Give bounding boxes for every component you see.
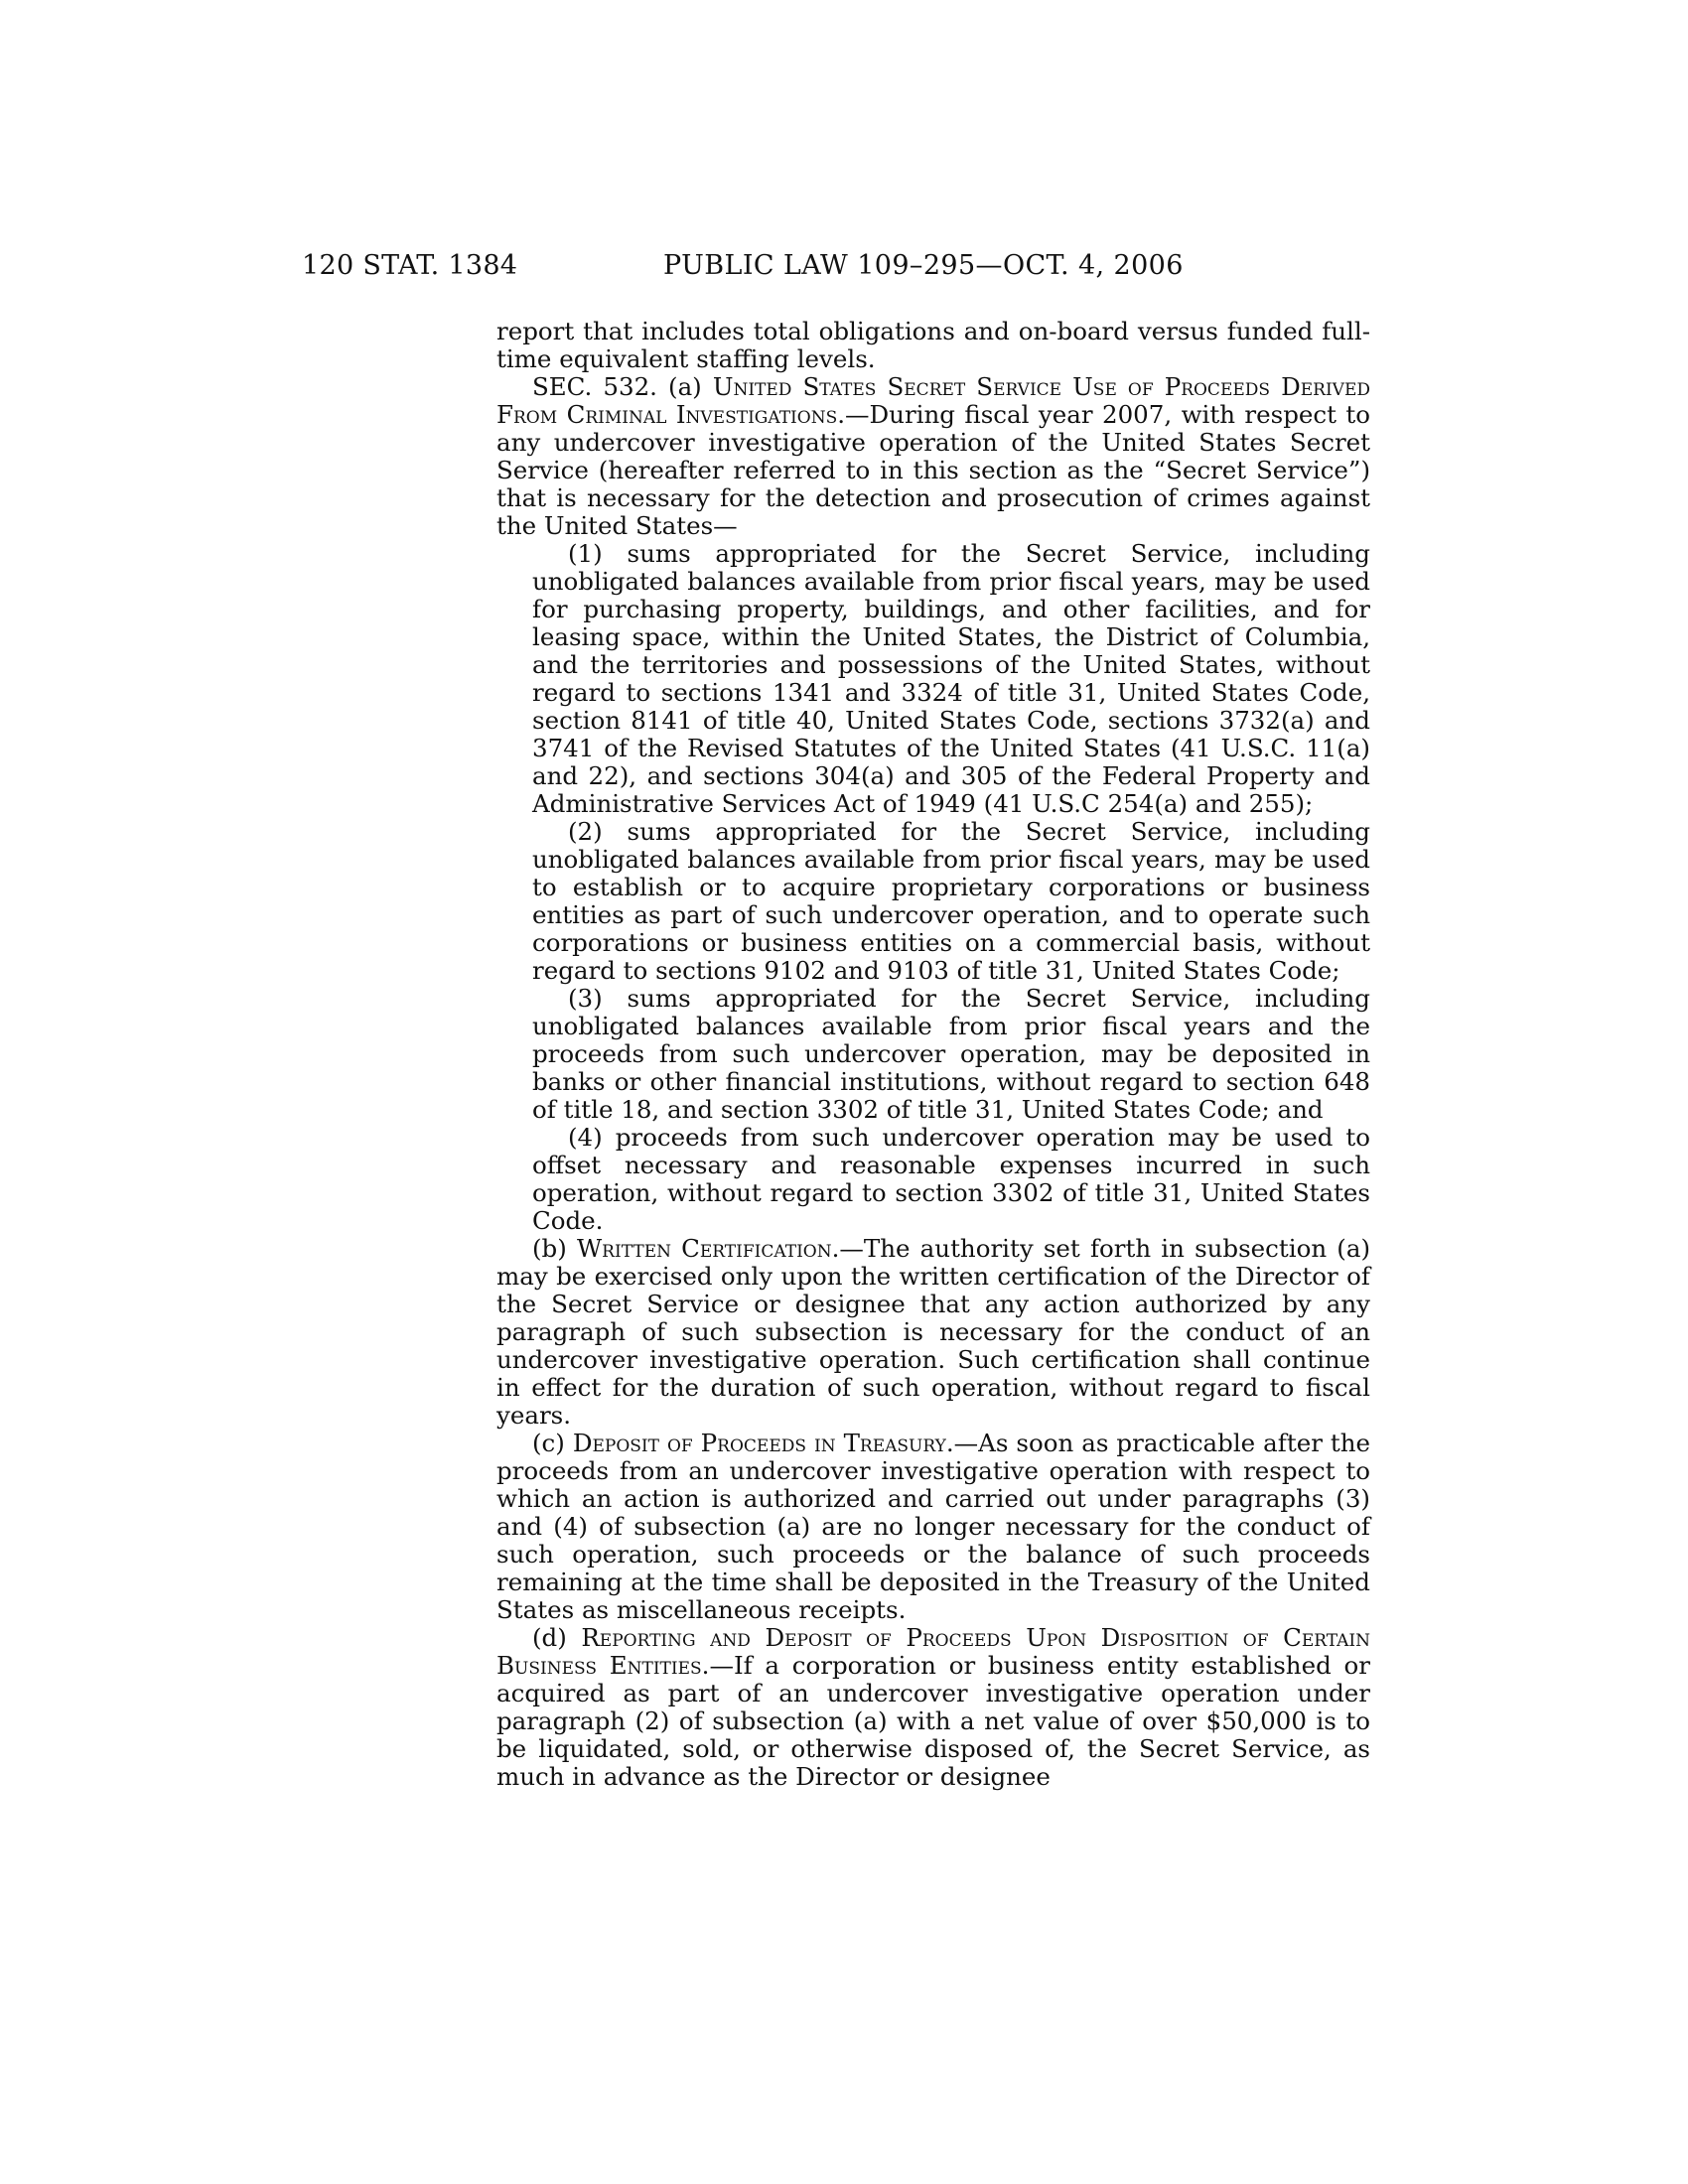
subsection-d-marker: (d) xyxy=(532,1623,567,1652)
paragraph-2: (2) sums appropriated for the Secret Service, including unobligated balances available from prior fiscal years, may be used to establish or to acquire proprietary corporations or business entities as part of such undercover operation, and to operate such corporations or business entities on a commercial basis, without regard to sections 9102 and 9103 of title 31, United States Code; xyxy=(532,817,1370,985)
subsection-c-heading: Deposit of Proceeds in Treasury. xyxy=(572,1429,954,1457)
subsection-a-text: —During fiscal year 2007, with respect to any undercover investigative operation of the United States Secret Service (hereafter referred to in this section as the “Secret Service”) that is necessary for the detection and prosecution of crimes against the United States— xyxy=(496,400,1370,540)
intro-paragraph: report that includes total obligations and on-board versus funded full-time equivalent staffing levels. xyxy=(496,317,1370,373)
subsection-b-heading: Written Certification. xyxy=(577,1234,840,1263)
subsection-d-text: —If a corporation or business entity established or acquired as part of an undercover investigative operation under paragraph (2) of subsection (a) with a net value of over $50,000 is to be liquidated, sold, or otherwise disposed of, the Secret Service, as much in advance as the Director or designee xyxy=(496,1651,1370,1791)
page-header xyxy=(0,250,1688,290)
subsection-d xyxy=(496,1624,1370,1791)
subsection-b xyxy=(496,1235,1370,1430)
subsection-a-heading: United States Secret Service Use of Proceeds Derived From Criminal Investigations. xyxy=(496,372,1370,429)
subsection-c xyxy=(496,1430,1370,1624)
paragraph-3: (3) sums appropriated for the Secret Service, including unobligated balances available from prior fiscal years and the proceeds from such undercover operation, may be deposited in banks or other financial institutions, without regard to section 648 of title 18, and section 3302 of title 31, United States Code; and xyxy=(532,984,1370,1124)
subsection-c-text: —As soon as practicable after the proceeds from an undercover investigative operation with respect to which an action is authorized and carried out under paragraphs (3) and (4) of subsection (a) are no longer necessary for the conduct of such operation, such proceeds or the balance of such proceeds remaining at the time shall be deposited in the Treasury of the United States as miscellaneous receipts. xyxy=(496,1429,1371,1624)
subsection-b-text: —The authority set forth in subsection (a) may be exercised only upon the written certification of the Director of the Secret Service or designee that any action authorized by any paragraph of such subsection is necessary for the conduct of an undercover investigative operation. Such certification shall continue in effect for the duration of such operation, without regard to fiscal years. xyxy=(496,1234,1371,1430)
subsection-c-marker: (c) xyxy=(532,1429,565,1457)
running-head-law-title: PUBLIC LAW 109–295—OCT. 4, 2006 xyxy=(663,250,1184,281)
subsection-d-heading: Reporting and Deposit of Proceeds Upon Disposition of Certain Business Entities. xyxy=(496,1623,1371,1680)
subsection-b-marker: (b) xyxy=(532,1234,567,1263)
section-label: SEC. 532. xyxy=(532,372,657,401)
paragraph-1: (1) sums appropriated for the Secret Service, including unobligated balances available from prior fiscal years, may be used for purchasing property, buildings, and other facilities, and for leasing space, within the United States, the District of Columbia, and the territories and possessions of the United States, without regard to sections 1341 and 3324 of title 31, United States Code, section 8141 of title 40, United States Code, sections 3732(a) and 3741 of the Revised Statutes of the United States (41 U.S.C. 11(a) and 22), and sections 304(a) and 305 of the Federal Property and Administrative Services Act of 1949 (41 U.S.C 254(a) and 255); xyxy=(532,539,1370,818)
sec-532-subsection-a xyxy=(496,373,1370,540)
statute-body xyxy=(496,318,1370,1791)
paragraph-4: (4) proceeds from such undercover operation may be used to offset necessary and reasonable expenses incurred in such operation, without regard to section 3302 of title 31, United States Code. xyxy=(532,1123,1370,1235)
subsection-a-marker: (a) xyxy=(668,372,702,401)
stat-page-reference: 120 STAT. 1384 xyxy=(302,250,518,281)
